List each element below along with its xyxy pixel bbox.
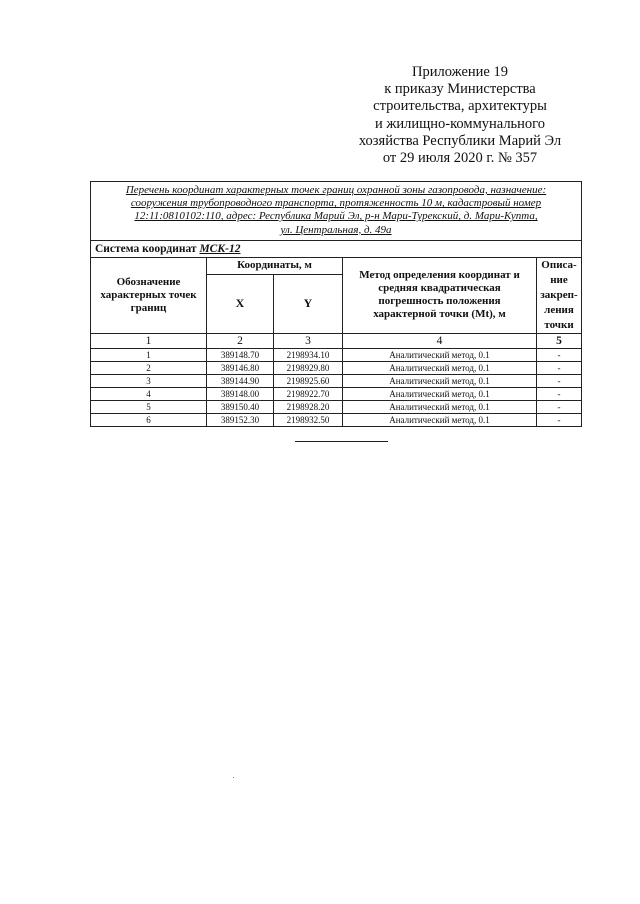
cell-y: 2198934.10 [274, 348, 343, 361]
cell-y: 2198922.70 [274, 387, 343, 400]
coordinate-system-label: Система координат [95, 242, 197, 255]
appendix-line: строительства, архитектуры [373, 98, 547, 115]
cell-point: 1 [91, 348, 207, 361]
table-title-row [91, 182, 582, 241]
cell-fixing: - [537, 361, 582, 374]
column-number: 1 [91, 333, 207, 348]
cell-x: 389146.80 [207, 361, 274, 374]
cell-point: 4 [91, 387, 207, 400]
cell-method: Аналитический метод, 0.1 [343, 413, 537, 426]
cell-point: 5 [91, 400, 207, 413]
cell-y: 2198925.60 [274, 374, 343, 387]
cell-y: 2198932.50 [274, 413, 343, 426]
cell-x: 389152.30 [207, 413, 274, 426]
table-row [91, 413, 582, 426]
header-x: X [207, 275, 274, 334]
appendix-line: к приказу Министерства [384, 81, 536, 98]
column-numbers-row [91, 333, 582, 348]
cell-y: 2198928.20 [274, 400, 343, 413]
cell-method: Аналитический метод, 0.1 [343, 348, 537, 361]
coordinates-table [90, 181, 582, 427]
column-number: 5 [537, 333, 582, 348]
table-row [91, 348, 582, 361]
cell-x: 389148.00 [207, 387, 274, 400]
table-title-line: ул. Центральная, д. 49а [280, 223, 392, 236]
cell-point: 3 [91, 374, 207, 387]
cell-fixing: - [537, 387, 582, 400]
column-number: 2 [207, 333, 274, 348]
cell-point: 6 [91, 413, 207, 426]
appendix-line: от 29 июля 2020 г. № 357 [382, 150, 538, 167]
header-coordinates: Координаты, м [207, 257, 343, 274]
header-y: Y [274, 275, 343, 334]
table-title-line: 12:11:0810102:110, адрес: Республика Марий Эл, р-н Мари-Турекский, д. Мари-Купта, [134, 210, 538, 223]
cell-y: 2198929.80 [274, 361, 343, 374]
cell-method: Аналитический метод, 0.1 [343, 374, 537, 387]
header-method: Метод определения координат и средняя квадратическая погрешность положения характерной точки (Mt), м [343, 257, 537, 333]
table-row [91, 387, 582, 400]
column-number: 4 [343, 333, 537, 348]
table-row [91, 361, 582, 374]
column-number: 3 [274, 333, 343, 348]
appendix-line: и жилищно-коммунального [374, 115, 546, 132]
cell-fixing: - [537, 348, 582, 361]
cell-x: 389150.40 [207, 400, 274, 413]
table-title-line: Перечень координат характерных точек границ охранной зоны газопровода, назначение: [125, 184, 547, 196]
appendix-line: хозяйства Республики Марий Эл [358, 132, 562, 149]
separator-line [295, 441, 388, 442]
cell-fixing: - [537, 413, 582, 426]
cell-x: 389148.70 [207, 348, 274, 361]
cell-fixing: - [537, 374, 582, 387]
appendix-line: Приложение 19 [412, 64, 508, 80]
cell-fixing: - [537, 400, 582, 413]
cell-method: Аналитический метод, 0.1 [343, 400, 537, 413]
coordinate-system-value: МСК-12 [199, 242, 241, 255]
header-row [91, 257, 582, 274]
coordinate-system [91, 240, 582, 257]
table-row [91, 374, 582, 387]
header-point: Обозначение характерных точек границ [91, 257, 207, 333]
cell-method: Аналитический метод, 0.1 [343, 387, 537, 400]
table-title-line: сооружения трубопроводного транспорта, протяженность 10 м, кадастровый номер [130, 197, 542, 210]
scan-speck [233, 777, 234, 778]
cell-x: 389144.90 [207, 374, 274, 387]
cell-point: 2 [91, 361, 207, 374]
table-row [91, 400, 582, 413]
appendix-header [330, 64, 590, 167]
cell-method: Аналитический метод, 0.1 [343, 361, 537, 374]
header-fixing: Описа-ние закреп-ления точки [537, 257, 582, 333]
table-title [91, 182, 582, 241]
coordinate-system-row [91, 240, 582, 257]
